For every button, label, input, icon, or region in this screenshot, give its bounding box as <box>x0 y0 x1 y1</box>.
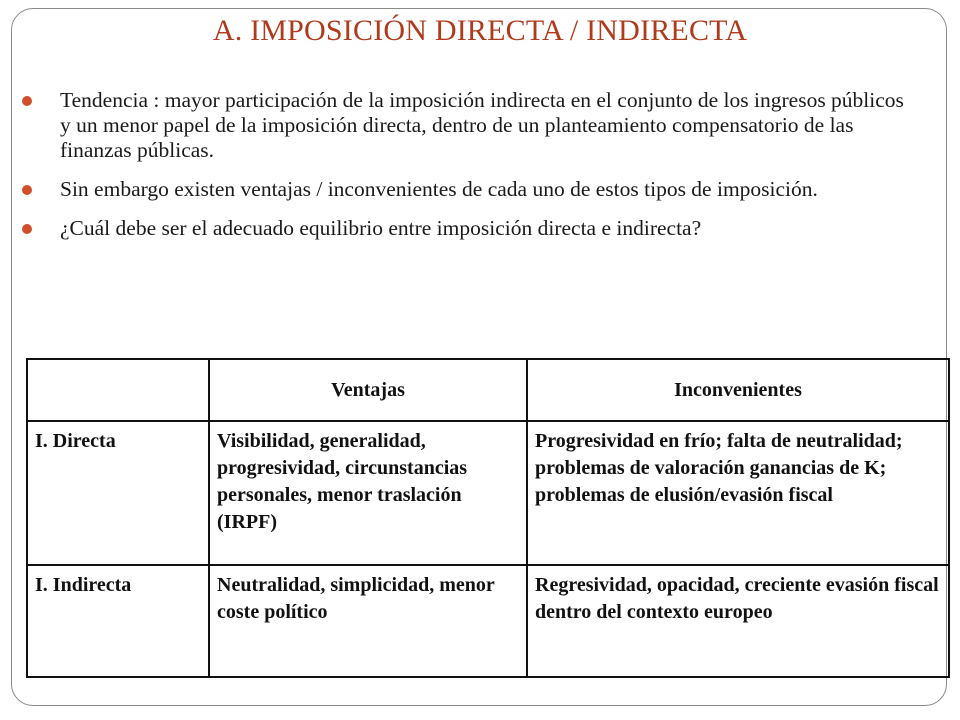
bullet-text: ¿Cuál debe ser el adecuado equilibrio entre imposición directa e indirecta? <box>60 216 702 240</box>
row-label-cell: I. Directa <box>27 421 209 565</box>
bullet-text: Tendencia : mayor participación de la imposición indirecta en el conjunto de los ingresos públicos y un menor papel de la imposición directa, dentro de un planteamiento compensatorio de las finanzas públicas. <box>60 88 904 162</box>
header-cell-empty <box>27 359 209 421</box>
ventajas-cell: Visibilidad, generalidad, progresividad, circunstancias personales, menor traslación (IRPF) <box>209 421 527 565</box>
bullet-item-equilibrio <box>20 216 920 241</box>
bullet-list <box>20 88 920 255</box>
comparison-table-wrapper <box>26 358 950 678</box>
table-header-row <box>27 359 949 421</box>
bullet-item-tendencia <box>20 88 920 163</box>
header-cell-inconvenientes: Inconvenientes <box>527 359 949 421</box>
row-label-cell: I. Indirecta <box>27 565 209 677</box>
ventajas-cell: Neutralidad, simplicidad, menor coste político <box>209 565 527 677</box>
slide-title: A. IMPOSICIÓN DIRECTA / INDIRECTA <box>212 14 748 47</box>
comparison-table <box>26 358 950 678</box>
table-row <box>27 421 949 565</box>
bullet-dot-icon <box>22 224 32 234</box>
bullet-text: Sin embargo existen ventajas / inconvenientes de cada uno de estos tipos de imposición. <box>60 177 818 201</box>
table-row <box>27 565 949 677</box>
bullet-dot-icon <box>22 96 32 106</box>
inconvenientes-cell: Regresividad, opacidad, creciente evasión fiscal dentro del contexto europeo <box>527 565 949 677</box>
inconvenientes-cell: Progresividad en frío; falta de neutralidad; problemas de valoración ganancias de K; problemas de elusión/evasión fiscal <box>527 421 949 565</box>
bullet-dot-icon <box>22 185 32 195</box>
bullet-item-ventajas <box>20 177 920 202</box>
header-cell-ventajas: Ventajas <box>209 359 527 421</box>
